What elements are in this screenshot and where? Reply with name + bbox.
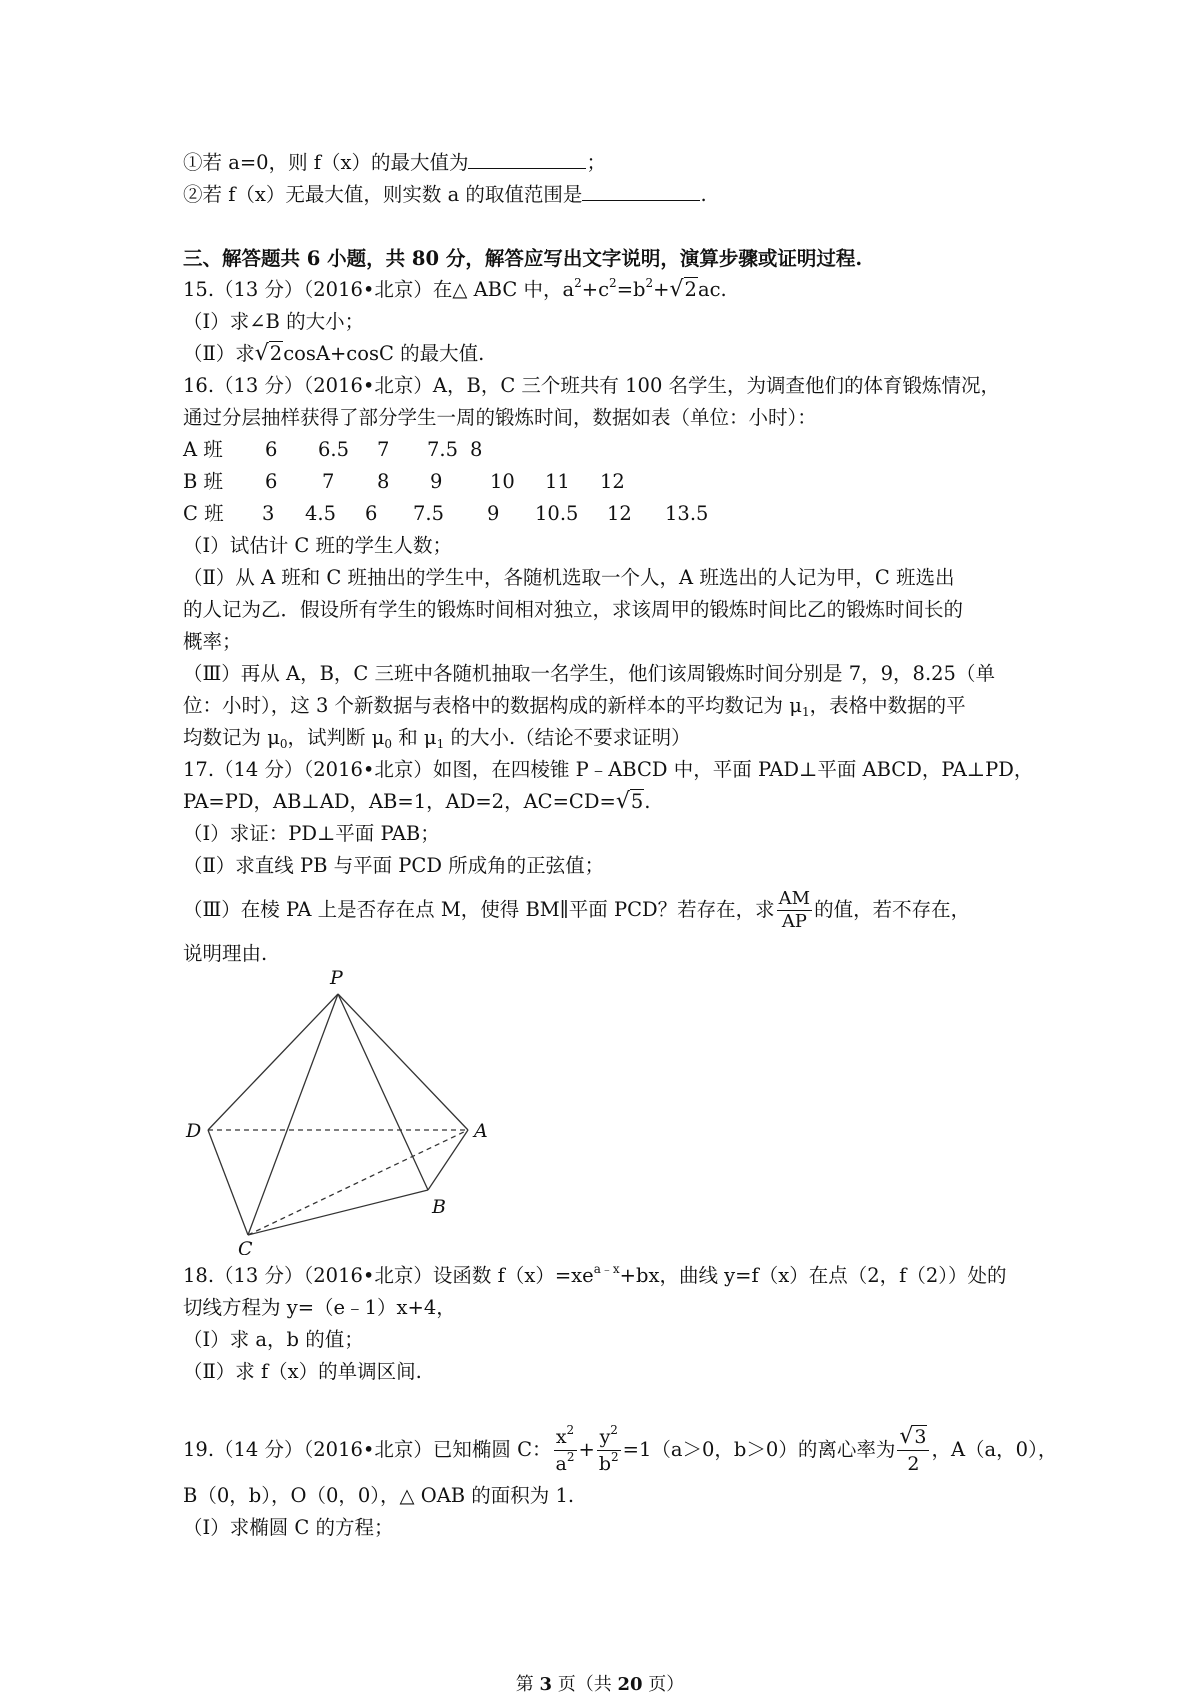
superscript: 2 — [610, 1423, 618, 1437]
answer-blank — [468, 148, 586, 169]
subscript: 1 — [436, 737, 445, 751]
q14-line1 — [183, 148, 606, 177]
label-b: B — [432, 1196, 446, 1218]
table-cell: 7 — [322, 470, 335, 493]
q16-part3-line2 — [183, 692, 966, 720]
table-cell: 7.5 — [427, 438, 459, 461]
q17-line1: 17.（14 分）（2016•北京）如图，在四棱锥 P﹣ABCD 中，平面 PAD⊥平面 ABCD，PA⊥PD， — [183, 758, 1034, 781]
table-row-label: A 班 — [183, 438, 223, 461]
q16-part1: （Ⅰ）试估计 C 班的学生人数； — [183, 534, 453, 557]
text: cosA+cosC 的最大值. — [283, 342, 485, 365]
text: 15.（13 分）（2016•北京）在△ ABC 中， — [183, 278, 563, 301]
table-cell: 8 — [470, 438, 483, 461]
page-number: 3 — [539, 1674, 552, 1695]
text: （Ⅱ）求 — [183, 342, 255, 365]
label-d: D — [186, 1120, 202, 1142]
edge-pb — [338, 994, 428, 1190]
text: a — [555, 1453, 567, 1475]
sqrt-expression: √2 — [254, 341, 283, 366]
text: ； — [586, 151, 606, 174]
q17-part3 — [183, 888, 970, 933]
q16-line2: 通过分层抽样获得了部分学生一周的锻炼时间，数据如表（单位：小时）： — [183, 406, 817, 429]
q18-part1: （Ⅰ）求 a，b 的值； — [183, 1328, 364, 1351]
text: 和 μ — [392, 726, 437, 749]
q19-line1 — [183, 1424, 1057, 1477]
superscript: a﹣x — [593, 1262, 620, 1276]
table-cell: 9 — [430, 470, 443, 493]
edge-cb — [248, 1190, 428, 1235]
table-row-label: C 班 — [183, 502, 224, 525]
text: 的大小.（结论不要求证明） — [444, 726, 691, 749]
superscript: 2 — [566, 1423, 575, 1437]
subscript: 0 — [384, 737, 393, 751]
text: + — [653, 278, 670, 301]
sqrt-radicand: 2 — [684, 278, 697, 301]
table-cell: 3 — [262, 502, 275, 525]
q16-part2-line2: 的人记为乙．假设所有学生的锻炼时间相对独立，求该周甲的锻炼时间比乙的锻炼时间长的 — [183, 598, 964, 621]
table-row-label: B 班 — [183, 470, 224, 493]
text: . — [644, 790, 651, 813]
edge-pd — [208, 994, 338, 1130]
q16-part3-line1: （Ⅲ）再从 A，B，C 三班中各随机抽取一名学生，他们该周锻炼时间分别是 7，9，8.25（单 — [183, 662, 995, 685]
sqrt-radicand: 2 — [269, 342, 283, 365]
superscript: 2 — [611, 1450, 619, 1464]
text: 页（共 — [552, 1674, 618, 1695]
sqrt-radicand: 5 — [630, 790, 644, 813]
superscript: 2 — [566, 1450, 575, 1464]
pyramid-figure — [183, 965, 513, 1255]
q18-part2: （Ⅱ）求 f（x）的单调区间. — [183, 1360, 422, 1383]
label-a: A — [474, 1120, 488, 1142]
q15-part1: （Ⅰ）求∠B 的大小； — [183, 310, 365, 333]
fraction-y2-b2 — [597, 1424, 621, 1477]
q17-part2: （Ⅱ）求直线 PB 与平面 PCD 所成角的正弦值； — [183, 854, 605, 877]
q17-part3-line2: 说明理由. — [183, 942, 268, 965]
fraction-sqrt3-2 — [897, 1424, 929, 1477]
table-cell: 6 — [265, 470, 278, 493]
superscript: 2 — [574, 276, 582, 290]
text: PA=PD，AB⊥AD，AB=1，AD=2，AC=CD= — [183, 790, 616, 813]
table-cell: 10.5 — [535, 502, 579, 525]
table-cell: 6.5 — [318, 438, 350, 461]
table-cell: 12 — [600, 470, 625, 493]
table-cell: 12 — [607, 502, 632, 525]
q17-line2 — [183, 788, 650, 816]
table-cell: 8 — [377, 470, 390, 493]
q19-part1: （Ⅰ）求椭圆 C 的方程； — [183, 1516, 394, 1539]
q14-line2 — [183, 180, 707, 209]
text: +bx，曲线 y=f（x）在点（2，f（2））处的 — [619, 1264, 1007, 1287]
page-footer — [0, 1670, 1200, 1696]
subscript: 1 — [801, 705, 810, 719]
table-cell: 7 — [377, 438, 390, 461]
text: （Ⅲ）在棱 PA 上是否存在点 M，使得 BM∥平面 PCD？若存在，求 — [183, 898, 775, 921]
fraction-denominator — [597, 1451, 621, 1477]
text: ①若 a=0，则 f（x）的最大值为 — [183, 151, 469, 174]
fraction-x2-a2 — [554, 1424, 577, 1477]
text: b — [598, 1453, 612, 1475]
total-pages: 20 — [617, 1674, 643, 1695]
superscript: 2 — [609, 276, 617, 290]
q16-part3-line3 — [183, 724, 691, 752]
section-heading: 三、解答题共 6 小题，共 80 分，解答应写出文字说明，演算步骤或证明过程. — [183, 247, 863, 270]
text: + — [578, 1438, 595, 1461]
q17-part1: （Ⅰ）求证：PD⊥平面 PAB； — [183, 822, 440, 845]
text: 均数记为 μ — [183, 726, 280, 749]
fraction-denominator — [554, 1451, 577, 1477]
fraction-numerator — [554, 1424, 577, 1451]
text: ，试判断 μ — [287, 726, 385, 749]
table-cell: 11 — [545, 470, 570, 493]
text: x — [555, 1426, 567, 1448]
table-cell: 6 — [365, 502, 378, 525]
text: 18.（13 分）（2016•北京）设函数 f（x）=xe — [183, 1264, 594, 1287]
text: ac. — [697, 278, 727, 301]
q18-line2: 切线方程为 y=（e﹣1）x+4， — [183, 1296, 456, 1319]
label-p: P — [330, 967, 343, 989]
text: +c — [581, 278, 610, 301]
text: =b — [616, 278, 646, 301]
fraction-numerator: √3 — [897, 1424, 929, 1451]
fraction-denominator: 2 — [907, 1453, 920, 1475]
text: ，A（a，0）， — [931, 1438, 1058, 1461]
text: 页） — [642, 1674, 685, 1695]
text: 第 — [515, 1674, 540, 1695]
q19-line2: B（0，b），O（0，0），△ OAB 的面积为 1. — [183, 1484, 575, 1507]
q18-line1 — [183, 1262, 1007, 1290]
fraction-numerator: AM — [778, 888, 811, 909]
table-cell: 4.5 — [305, 502, 337, 525]
text: ②若 f（x）无最大值，则实数 a 的取值范围是 — [183, 183, 583, 206]
sqrt-radicand: 3 — [914, 1426, 927, 1448]
sqrt-expression: √2 — [669, 277, 697, 302]
q16-part2-line3: 概率； — [183, 630, 242, 653]
text: . — [700, 183, 707, 206]
subscript: 0 — [279, 737, 288, 751]
text: 的值，若不存在， — [814, 898, 971, 921]
edge-pa — [338, 994, 468, 1130]
text: 19.（14 分）（2016•北京）已知椭圆 C： — [183, 1438, 552, 1461]
label-c: C — [238, 1238, 253, 1255]
table-cell: 7.5 — [413, 502, 445, 525]
table-cell: 13.5 — [665, 502, 709, 525]
q16-line1: 16.（13 分）（2016•北京）A，B，C 三个班共有 100 名学生，为调查他们的体育锻炼情况， — [183, 374, 1001, 397]
text: a — [562, 278, 575, 301]
edge-dc — [208, 1130, 248, 1235]
text: y — [599, 1426, 611, 1448]
text: 位：小时），这 3 个新数据与表格中的数据构成的新样本的平均数记为 μ — [183, 694, 802, 717]
q16-part2-line1: （Ⅱ）从 A 班和 C 班抽出的学生中，各随机选取一个人，A 班选出的人记为甲，C 班选出 — [183, 566, 955, 589]
q15-stem — [183, 276, 727, 304]
answer-blank — [582, 180, 700, 201]
fraction-am-ap — [777, 888, 812, 933]
superscript: 2 — [645, 276, 654, 290]
q15-part2 — [183, 340, 484, 368]
edge-ba — [428, 1130, 468, 1190]
fraction-numerator — [597, 1424, 621, 1451]
sqrt-expression: √5 — [615, 789, 644, 814]
text: =1（a＞0，b＞0）的离心率为 — [622, 1438, 896, 1461]
table-cell: 9 — [487, 502, 500, 525]
fraction-denominator: AP — [781, 911, 807, 932]
table-cell: 10 — [490, 470, 515, 493]
text: ，表格中数据的平 — [809, 694, 966, 717]
table-cell: 6 — [265, 438, 278, 461]
